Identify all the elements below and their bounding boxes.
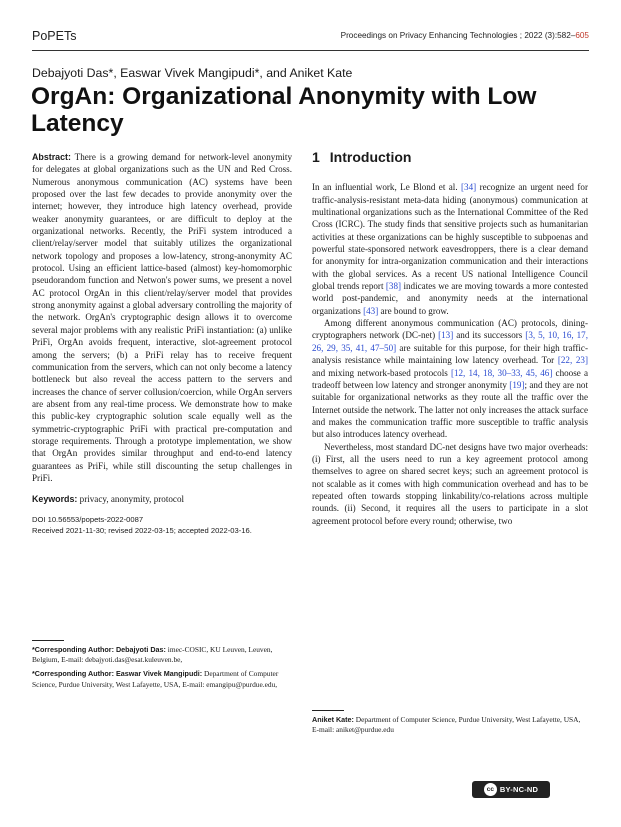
footnote-author-3-text: Department of Computer Science, Purdue University, West Lafayette, USA, E-mail: aniket@purdue.edu — [312, 715, 581, 735]
intro-paragraph-3: Nevertheless, most standard DC-net designs have two major overheads: (i) First, all the users need to run a key agreement protocol among themselves to agree on shared secret keys; such an agreement protocol is not scalable as it comes with high communication overhead and has to be repeated often towards stopping linkability/co-relations across multiple rounds. (ii) Second, it requires all the users to participate in a slot agreement protocol before every round; otherwise, two — [312, 441, 588, 526]
footnote-rule — [32, 640, 64, 641]
footnote-author-2-text: Department of Computer Science, Purdue University, West Lafayette, USA, E-mail: emangipu@purdue.edu, — [32, 669, 279, 689]
left-column — [32, 151, 292, 536]
citation-link[interactable]: [13] — [438, 330, 454, 341]
paper-title: OrgAn: Organizational Anonymity with Low Latency — [31, 83, 537, 137]
cc-license-badge[interactable] — [472, 781, 550, 798]
journal-short-name: PoPETs — [32, 29, 77, 43]
abstract-text: There is a growing demand for network-level anonymity for delegates at global organizations such as the UN and Red Cross. Numerous anonymous communication (AC) systems have been proposed over the last few decades to provide anonymity over the internet; however, they introduce high latency overhead, provide weaker anonymity guarantees, or are difficult to deploy at the organizational networks. Recently, the PriFi system introduced a client/relay/server model that suitably utilizes the organizational network topology and proposes a low-latency, strong-anonymity AC protocol. Using an efficient lattice-based (almost) key-homomorphic pseudorandom function and Netwon's power sums, we present a novel AC protocol OrgAn in this client/relay/server model that provides strong anonymity against a global adversary controlling the majority of the network. OrgAn's cryptographic design allows it to overcome several major problems with any realistic PriFi instantiation: (a) unlike PriFi, OrgAn avoids frequent, interactive, slot-agreement protocol among the servers; (b) a PriFi relay has to receive frequent communication from the servers, which can not only become a latency bottleneck but also reveal the access pattern to the servers and increases the chance of server collusion/coercion, while OrgAn servers are absent from any real-time process. We demonstrate how to make this public-key cryptographic solution scale equally well as the symmetric-cryptographic PriFi with practical pre-computation and storage requirements. Through a prototype implementation, we show that OrgAn provides similar throughput and end-to-end latency guarantees as PriFi, while still discounting the setup challenges in PriFi. — [32, 152, 292, 483]
intro-p1-text: indicates we are moving towards a more contested world post-pandemic, and anonymity needs at the international organizations — [312, 281, 588, 316]
license-label: BY-NC-ND — [499, 785, 539, 794]
footnote-author-2 — [32, 669, 292, 689]
keywords-text: privacy, anonymity, protocol — [79, 494, 185, 505]
intro-p2-text: Among different anonymous communication (AC) protocols, dining-cryptographers network (DC-net) — [312, 318, 588, 341]
citation-link[interactable]: [43] — [363, 305, 379, 316]
left-footnotes — [32, 640, 292, 694]
citation-link[interactable]: [34] — [461, 182, 477, 193]
citation-link[interactable]: [38] — [385, 281, 402, 292]
footnote-author-3 — [312, 715, 588, 735]
section-title: Introduction — [329, 149, 412, 165]
creative-commons-icon: cc — [484, 783, 497, 796]
running-header — [32, 29, 589, 45]
keywords-label: Keywords: — [32, 494, 78, 505]
footnote-rule — [312, 710, 344, 711]
header-rule — [32, 50, 589, 51]
right-column — [312, 151, 588, 527]
footnote-author-1-text: imec-COSIC, KU Leuven, Leuven, Belgium, E-mail: debajyoti.das@esat.kuleuven.be, — [32, 645, 273, 665]
doi: DOI 10.56553/popets-2022-0087 — [32, 514, 144, 524]
section-heading — [312, 151, 588, 163]
citation-link[interactable]: [3, 5, 10, 16, 17, 26, 29, 35, 41, 47–50] — [312, 330, 588, 353]
intro-p2-text: and its successors — [453, 330, 526, 341]
received-dates: Received 2021-11-30; revised 2022-03-15; accepted 2022-03-16. — [32, 525, 252, 535]
citation-link[interactable]: [12, 14, 18, 30–33, 45, 46] — [450, 367, 553, 378]
footnote-author-1 — [32, 645, 292, 665]
intro-p2-text: and mixing network-based protocols — [312, 367, 451, 378]
intro-paragraph-1 — [312, 181, 588, 317]
footnote-author-1-label: *Corresponding Author: Debajyoti Das: — [32, 645, 166, 654]
author-list: Debajyoti Das*, Easwar Vivek Mangipudi*, and Aniket Kate — [32, 66, 353, 80]
proceedings-citation — [341, 31, 589, 40]
keywords — [32, 493, 292, 505]
proceedings-prefix: Proceedings on Privacy Enhancing Technologies ; 2022 (3):582– — [340, 31, 576, 40]
intro-p1-text: recognize an urgent need for traffic-analysis-resistant meta-data hiding (anonymous) communication at multinational organizations such as the International Committee of the Red Cross (ICRC). The study finds that sensitive projects such as humanitarian activities at these organizations can be highly susceptible to subpoenas and powerful state-sponsored network eavesdroppers, there is a clear demand for anonymity for intra-organization communication and their interactions with the global services. As a recent US national Intelligence Council global trends report — [312, 182, 588, 292]
right-footnote — [312, 710, 588, 739]
intro-p2-text: ; and they are not suitable for organizational networks as they route all the traffic over the Internet outside the network. The latter not only increases the attack surface and makes the communication traffic more susceptible to traffic analysis but also introduces latency overhead. — [312, 379, 589, 440]
intro-p1-text: are bound to grow. — [378, 305, 449, 316]
footnote-author-2-label: *Corresponding Author: Easwar Vivek Mangipudi: — [32, 669, 203, 679]
abstract — [32, 151, 292, 484]
section-number: 1 — [312, 149, 320, 165]
citation-link[interactable]: [19] — [509, 379, 525, 390]
intro-p2-text: choose a tradeoff between low latency and stronger anonymity — [312, 367, 589, 390]
footnote-author-3-label: Aniket Kate: — [312, 715, 354, 724]
intro-p2-text: are suitable for this purpose, for their high traffic-analysis resistance while maintaining low latency overhead. Tor — [312, 342, 588, 366]
abstract-label: Abstract: — [32, 152, 71, 162]
citation-link[interactable]: [22, 23] — [557, 355, 588, 366]
intro-p1-text: In an influential work, Le Blond et al. — [312, 182, 462, 193]
proceedings-end-page-link[interactable]: 605 — [575, 31, 589, 40]
intro-paragraph-2 — [312, 317, 588, 440]
